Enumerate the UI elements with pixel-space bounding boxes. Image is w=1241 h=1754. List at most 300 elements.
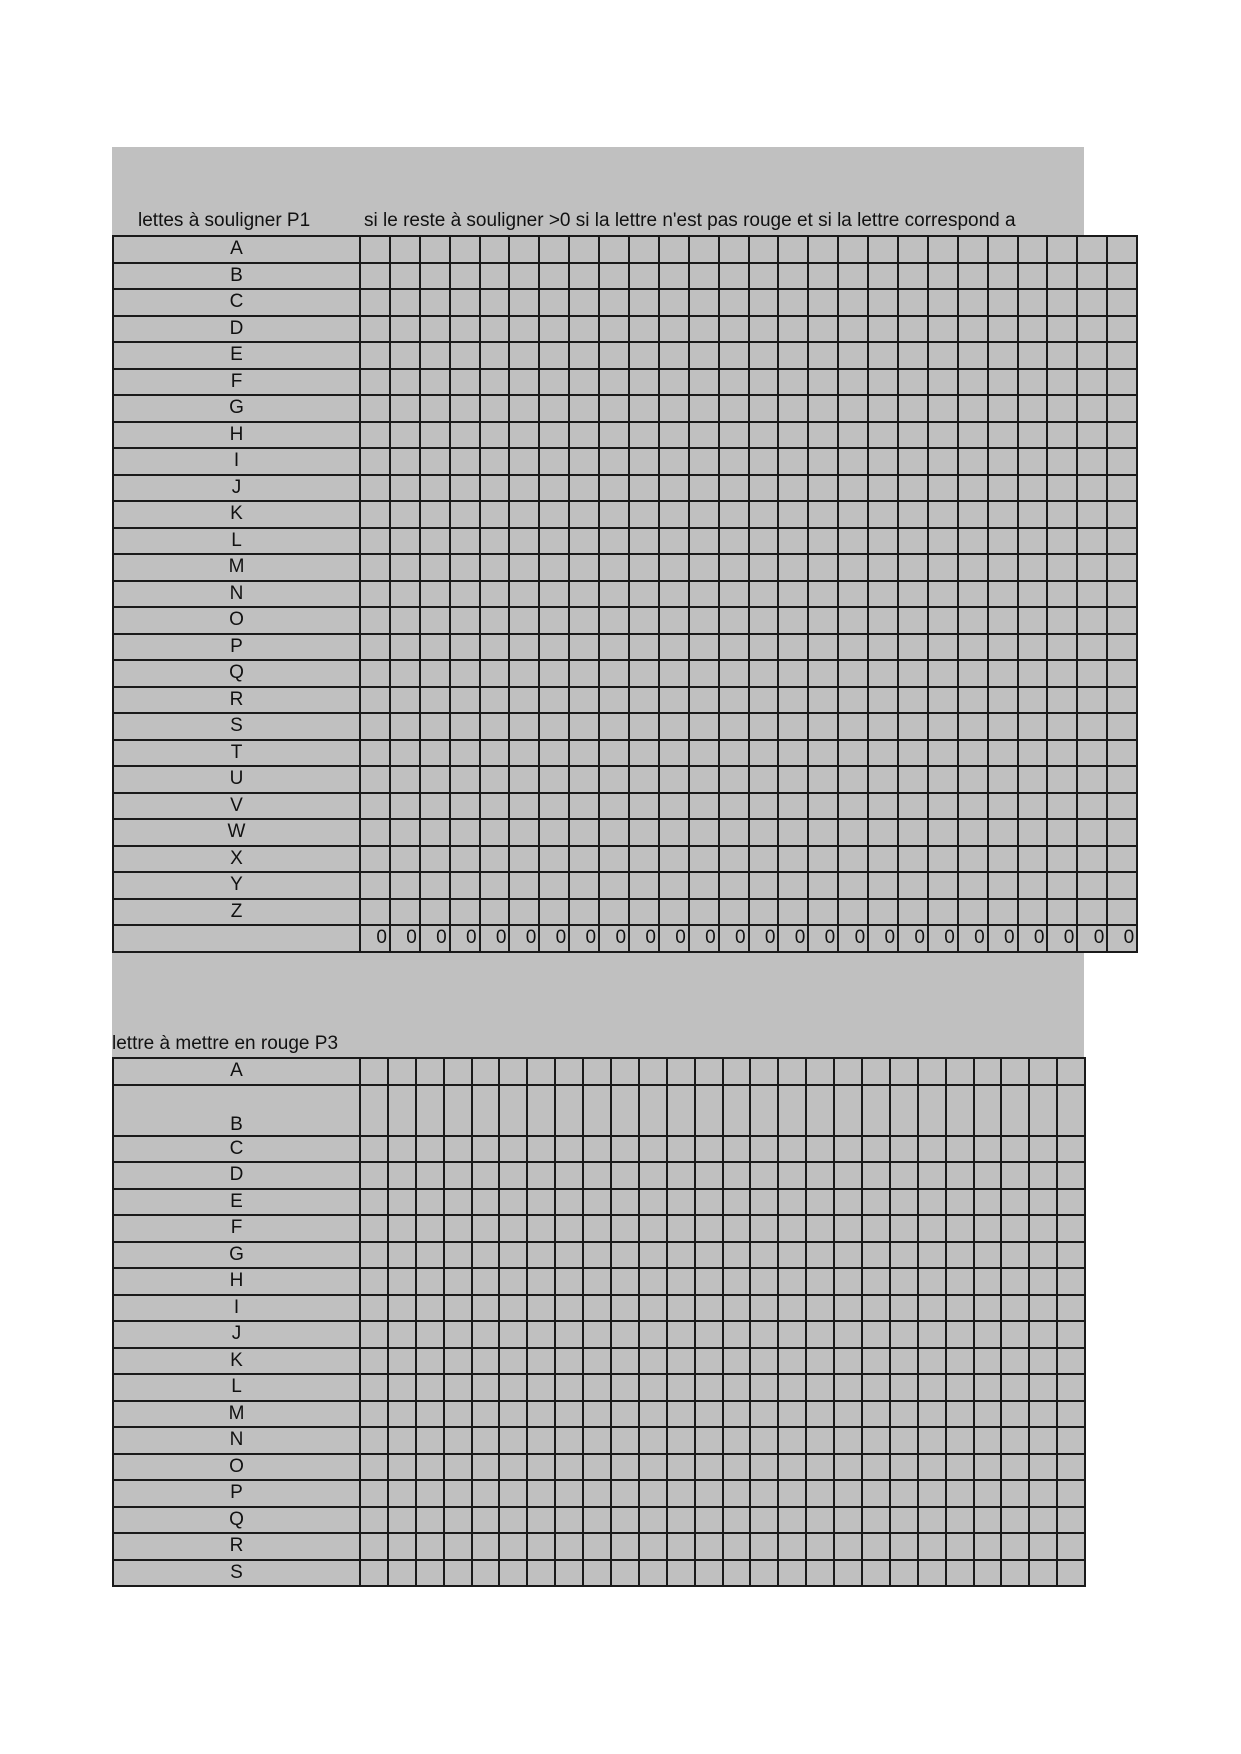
grid-cell[interactable] (420, 899, 450, 926)
grid-cell[interactable] (898, 289, 928, 316)
grid-cell[interactable] (928, 899, 958, 926)
grid-cell[interactable] (890, 1295, 918, 1322)
grid-cell[interactable] (890, 1533, 918, 1560)
grid-cell[interactable] (778, 501, 808, 528)
grid-cell[interactable] (480, 740, 510, 767)
grid-cell[interactable] (958, 501, 988, 528)
grid-cell[interactable] (958, 660, 988, 687)
grid-cell[interactable] (480, 581, 510, 608)
grid-cell[interactable] (420, 395, 450, 422)
grid-cell[interactable] (928, 581, 958, 608)
grid-cell[interactable] (778, 766, 808, 793)
grid-cell[interactable] (719, 713, 749, 740)
grid-cell[interactable] (527, 1242, 555, 1269)
grid-cell[interactable] (958, 740, 988, 767)
grid-cell[interactable] (1001, 1162, 1029, 1189)
grid-cell[interactable] (1018, 872, 1048, 899)
grid-cell[interactable] (778, 1321, 806, 1348)
grid-cell[interactable] (719, 475, 749, 502)
grid-cell[interactable] (1001, 1401, 1029, 1428)
grid-cell[interactable] (918, 1189, 946, 1216)
grid-cell[interactable] (390, 342, 420, 369)
grid-cell[interactable] (499, 1268, 527, 1295)
grid-cell[interactable] (450, 448, 480, 475)
grid-cell[interactable] (527, 1480, 555, 1507)
grid-cell[interactable] (450, 793, 480, 820)
grid-cell[interactable] (750, 1374, 778, 1401)
grid-cell[interactable] (988, 793, 1018, 820)
grid-cell[interactable] (689, 713, 719, 740)
grid-cell[interactable] (659, 501, 689, 528)
grid-cell[interactable] (695, 1560, 723, 1587)
grid-cell[interactable] (695, 1058, 723, 1085)
grid-cell[interactable] (555, 1348, 583, 1375)
grid-cell[interactable] (834, 1268, 862, 1295)
grid-cell[interactable] (583, 1427, 611, 1454)
grid-cell[interactable] (583, 1242, 611, 1269)
grid-cell[interactable] (629, 316, 659, 343)
grid-cell[interactable] (472, 1454, 500, 1481)
grid-cell[interactable] (659, 660, 689, 687)
grid-cell[interactable] (539, 395, 569, 422)
total-cell[interactable]: 0 (539, 925, 569, 952)
grid-cell[interactable] (555, 1189, 583, 1216)
grid-cell[interactable] (480, 687, 510, 714)
grid-cell[interactable] (360, 475, 390, 502)
grid-cell[interactable] (723, 1136, 751, 1163)
grid-cell[interactable] (420, 369, 450, 396)
grid-cell[interactable] (862, 1348, 890, 1375)
grid-cell[interactable] (750, 1268, 778, 1295)
grid-cell[interactable] (868, 342, 898, 369)
grid-cell[interactable] (539, 369, 569, 396)
total-cell[interactable]: 0 (480, 925, 510, 952)
grid-cell[interactable] (480, 766, 510, 793)
row-letter-cell[interactable]: C (113, 1136, 360, 1163)
grid-cell[interactable] (390, 554, 420, 581)
grid-cell[interactable] (1029, 1268, 1057, 1295)
grid-cell[interactable] (509, 846, 539, 873)
grid-cell[interactable] (1077, 554, 1107, 581)
grid-cell[interactable] (928, 607, 958, 634)
grid-cell[interactable] (695, 1454, 723, 1481)
grid-cell[interactable] (583, 1215, 611, 1242)
grid-cell[interactable] (918, 1321, 946, 1348)
grid-cell[interactable] (862, 1085, 890, 1136)
grid-cell[interactable] (862, 1215, 890, 1242)
grid-cell[interactable] (599, 846, 629, 873)
grid-cell[interactable] (599, 634, 629, 661)
grid-cell[interactable] (1047, 316, 1077, 343)
grid-cell[interactable] (778, 316, 808, 343)
row-letter-cell[interactable]: Y (113, 872, 360, 899)
grid-cell[interactable] (868, 554, 898, 581)
grid-cell[interactable] (360, 713, 390, 740)
grid-cell[interactable] (499, 1085, 527, 1136)
grid-cell[interactable] (390, 687, 420, 714)
grid-cell[interactable] (689, 369, 719, 396)
grid-cell[interactable] (695, 1242, 723, 1269)
grid-cell[interactable] (450, 766, 480, 793)
grid-cell[interactable] (1107, 634, 1137, 661)
grid-cell[interactable] (583, 1162, 611, 1189)
row-letter-cell[interactable]: R (113, 1533, 360, 1560)
grid-cell[interactable] (1001, 1454, 1029, 1481)
grid-cell[interactable] (918, 1058, 946, 1085)
total-cell[interactable]: 0 (659, 925, 689, 952)
grid-cell[interactable] (450, 342, 480, 369)
grid-cell[interactable] (898, 846, 928, 873)
grid-cell[interactable] (974, 1480, 1002, 1507)
grid-cell[interactable] (838, 263, 868, 290)
grid-cell[interactable] (629, 554, 659, 581)
grid-cell[interactable] (838, 289, 868, 316)
grid-cell[interactable] (723, 1085, 751, 1136)
grid-cell[interactable] (569, 395, 599, 422)
grid-cell[interactable] (689, 660, 719, 687)
grid-cell[interactable] (898, 475, 928, 502)
grid-cell[interactable] (778, 1136, 806, 1163)
grid-cell[interactable] (958, 899, 988, 926)
grid-cell[interactable] (868, 846, 898, 873)
grid-cell[interactable] (509, 236, 539, 263)
grid-cell[interactable] (390, 263, 420, 290)
grid-cell[interactable] (629, 793, 659, 820)
grid-cell[interactable] (958, 687, 988, 714)
grid-cell[interactable] (834, 1058, 862, 1085)
grid-cell[interactable] (862, 1560, 890, 1587)
grid-cell[interactable] (1047, 475, 1077, 502)
grid-cell[interactable] (569, 740, 599, 767)
grid-cell[interactable] (390, 395, 420, 422)
grid-cell[interactable] (1018, 422, 1048, 449)
grid-cell[interactable] (611, 1189, 639, 1216)
grid-cell[interactable] (1047, 448, 1077, 475)
row-letter-cell[interactable]: D (113, 316, 360, 343)
grid-cell[interactable] (509, 660, 539, 687)
grid-cell[interactable] (723, 1348, 751, 1375)
grid-cell[interactable] (719, 793, 749, 820)
grid-cell[interactable] (862, 1480, 890, 1507)
grid-cell[interactable] (480, 660, 510, 687)
grid-cell[interactable] (639, 1321, 667, 1348)
grid-cell[interactable] (695, 1427, 723, 1454)
grid-cell[interactable] (1077, 475, 1107, 502)
grid-cell[interactable] (420, 501, 450, 528)
grid-cell[interactable] (629, 660, 659, 687)
grid-cell[interactable] (629, 395, 659, 422)
grid-cell[interactable] (778, 713, 808, 740)
grid-cell[interactable] (898, 687, 928, 714)
grid-cell[interactable] (868, 316, 898, 343)
grid-cell[interactable] (778, 1295, 806, 1322)
grid-cell[interactable] (898, 581, 928, 608)
grid-cell[interactable] (639, 1507, 667, 1534)
grid-cell[interactable] (444, 1162, 472, 1189)
grid-cell[interactable] (862, 1268, 890, 1295)
grid-cell[interactable] (806, 1348, 834, 1375)
row-letter-cell[interactable]: E (113, 1189, 360, 1216)
grid-cell[interactable] (749, 289, 779, 316)
grid-cell[interactable] (778, 1058, 806, 1085)
grid-cell[interactable] (723, 1401, 751, 1428)
grid-cell[interactable] (599, 819, 629, 846)
grid-cell[interactable] (695, 1136, 723, 1163)
grid-cell[interactable] (659, 475, 689, 502)
grid-cell[interactable] (509, 793, 539, 820)
grid-cell[interactable] (749, 740, 779, 767)
grid-cell[interactable] (723, 1321, 751, 1348)
grid-cell[interactable] (946, 1533, 974, 1560)
grid-cell[interactable] (1001, 1085, 1029, 1136)
grid-cell[interactable] (750, 1427, 778, 1454)
grid-cell[interactable] (539, 263, 569, 290)
grid-cell[interactable] (539, 872, 569, 899)
total-cell[interactable]: 0 (808, 925, 838, 952)
grid-cell[interactable] (1107, 236, 1137, 263)
grid-cell[interactable] (806, 1533, 834, 1560)
grid-cell[interactable] (388, 1321, 416, 1348)
grid-cell[interactable] (918, 1215, 946, 1242)
grid-cell[interactable] (583, 1085, 611, 1136)
grid-cell[interactable] (946, 1215, 974, 1242)
grid-cell[interactable] (599, 687, 629, 714)
grid-cell[interactable] (416, 1085, 444, 1136)
grid-cell[interactable] (450, 846, 480, 873)
grid-cell[interactable] (862, 1189, 890, 1216)
grid-cell[interactable] (928, 819, 958, 846)
grid-cell[interactable] (509, 872, 539, 899)
grid-cell[interactable] (1057, 1480, 1085, 1507)
grid-cell[interactable] (1018, 554, 1048, 581)
grid-cell[interactable] (778, 1215, 806, 1242)
grid-cell[interactable] (898, 713, 928, 740)
grid-cell[interactable] (360, 1136, 388, 1163)
grid-cell[interactable] (360, 766, 390, 793)
grid-cell[interactable] (958, 316, 988, 343)
grid-cell[interactable] (499, 1321, 527, 1348)
grid-cell[interactable] (808, 660, 838, 687)
total-cell[interactable]: 0 (898, 925, 928, 952)
grid-cell[interactable] (778, 1085, 806, 1136)
grid-cell[interactable] (509, 422, 539, 449)
grid-cell[interactable] (472, 1189, 500, 1216)
grid-cell[interactable] (569, 316, 599, 343)
grid-cell[interactable] (444, 1454, 472, 1481)
grid-cell[interactable] (480, 607, 510, 634)
grid-cell[interactable] (778, 872, 808, 899)
grid-cell[interactable] (659, 369, 689, 396)
grid-cell[interactable] (719, 369, 749, 396)
row-letter-cell[interactable]: N (113, 581, 360, 608)
grid-cell[interactable] (1057, 1295, 1085, 1322)
grid-cell[interactable] (808, 607, 838, 634)
grid-cell[interactable] (958, 448, 988, 475)
grid-cell[interactable] (472, 1085, 500, 1136)
grid-cell[interactable] (509, 607, 539, 634)
grid-cell[interactable] (555, 1058, 583, 1085)
grid-cell[interactable] (527, 1560, 555, 1587)
grid-cell[interactable] (667, 1268, 695, 1295)
grid-cell[interactable] (1077, 581, 1107, 608)
grid-cell[interactable] (390, 766, 420, 793)
grid-cell[interactable] (695, 1295, 723, 1322)
grid-cell[interactable] (569, 236, 599, 263)
grid-cell[interactable] (1018, 581, 1048, 608)
grid-cell[interactable] (420, 872, 450, 899)
grid-cell[interactable] (689, 766, 719, 793)
grid-cell[interactable] (569, 766, 599, 793)
grid-cell[interactable] (1057, 1533, 1085, 1560)
grid-cell[interactable] (918, 1560, 946, 1587)
grid-cell[interactable] (808, 475, 838, 502)
grid-cell[interactable] (778, 846, 808, 873)
total-cell[interactable]: 0 (1018, 925, 1048, 952)
grid-cell[interactable] (360, 1215, 388, 1242)
grid-cell[interactable] (360, 528, 390, 555)
grid-cell[interactable] (719, 316, 749, 343)
grid-cell[interactable] (667, 1533, 695, 1560)
grid-cell[interactable] (958, 713, 988, 740)
grid-cell[interactable] (629, 634, 659, 661)
grid-cell[interactable] (360, 369, 390, 396)
grid-cell[interactable] (1047, 687, 1077, 714)
grid-cell[interactable] (360, 1295, 388, 1322)
grid-cell[interactable] (360, 1348, 388, 1375)
grid-cell[interactable] (416, 1136, 444, 1163)
grid-cell[interactable] (868, 448, 898, 475)
row-letter-cell[interactable]: A (113, 236, 360, 263)
grid-cell[interactable] (1029, 1560, 1057, 1587)
grid-cell[interactable] (868, 740, 898, 767)
grid-cell[interactable] (667, 1085, 695, 1136)
grid-cell[interactable] (499, 1374, 527, 1401)
grid-cell[interactable] (890, 1480, 918, 1507)
grid-cell[interactable] (639, 1136, 667, 1163)
grid-cell[interactable] (416, 1321, 444, 1348)
grid-cell[interactable] (583, 1136, 611, 1163)
grid-cell[interactable] (988, 554, 1018, 581)
grid-cell[interactable] (1029, 1374, 1057, 1401)
grid-cell[interactable] (416, 1268, 444, 1295)
grid-cell[interactable] (1077, 607, 1107, 634)
grid-cell[interactable] (928, 369, 958, 396)
grid-cell[interactable] (555, 1533, 583, 1560)
grid-cell[interactable] (868, 819, 898, 846)
grid-cell[interactable] (808, 369, 838, 396)
grid-cell[interactable] (1018, 342, 1048, 369)
grid-cell[interactable] (1001, 1242, 1029, 1269)
grid-cell[interactable] (569, 342, 599, 369)
grid-cell[interactable] (689, 819, 719, 846)
grid-cell[interactable] (988, 740, 1018, 767)
grid-cell[interactable] (499, 1215, 527, 1242)
grid-cell[interactable] (723, 1215, 751, 1242)
grid-cell[interactable] (1107, 819, 1137, 846)
grid-cell[interactable] (472, 1533, 500, 1560)
grid-cell[interactable] (750, 1242, 778, 1269)
total-cell[interactable]: 0 (928, 925, 958, 952)
grid-cell[interactable] (898, 766, 928, 793)
grid-cell[interactable] (450, 819, 480, 846)
grid-cell[interactable] (806, 1085, 834, 1136)
grid-cell[interactable] (659, 899, 689, 926)
grid-cell[interactable] (555, 1560, 583, 1587)
grid-cell[interactable] (695, 1215, 723, 1242)
grid-cell[interactable] (360, 316, 390, 343)
grid-cell[interactable] (388, 1162, 416, 1189)
grid-cell[interactable] (918, 1162, 946, 1189)
grid-cell[interactable] (1047, 766, 1077, 793)
grid-cell[interactable] (1077, 872, 1107, 899)
grid-cell[interactable] (1001, 1215, 1029, 1242)
grid-cell[interactable] (689, 846, 719, 873)
grid-cell[interactable] (569, 793, 599, 820)
grid-cell[interactable] (834, 1454, 862, 1481)
grid-cell[interactable] (499, 1348, 527, 1375)
grid-cell[interactable] (390, 289, 420, 316)
row-letter-cell[interactable]: R (113, 687, 360, 714)
grid-cell[interactable] (599, 369, 629, 396)
grid-cell[interactable] (988, 422, 1018, 449)
grid-cell[interactable] (416, 1295, 444, 1322)
grid-cell[interactable] (388, 1533, 416, 1560)
grid-cell[interactable] (499, 1507, 527, 1534)
grid-cell[interactable] (868, 528, 898, 555)
grid-cell[interactable] (974, 1560, 1002, 1587)
grid-cell[interactable] (988, 369, 1018, 396)
grid-cell[interactable] (750, 1348, 778, 1375)
grid-cell[interactable] (1077, 899, 1107, 926)
grid-cell[interactable] (689, 634, 719, 661)
grid-cell[interactable] (958, 475, 988, 502)
grid-cell[interactable] (749, 528, 779, 555)
grid-cell[interactable] (667, 1348, 695, 1375)
grid-cell[interactable] (719, 872, 749, 899)
grid-cell[interactable] (611, 1533, 639, 1560)
grid-cell[interactable] (599, 872, 629, 899)
total-cell[interactable]: 0 (569, 925, 599, 952)
grid-cell[interactable] (555, 1085, 583, 1136)
grid-cell[interactable] (1018, 369, 1048, 396)
grid-cell[interactable] (450, 634, 480, 661)
grid-cell[interactable] (611, 1136, 639, 1163)
grid-cell[interactable] (450, 581, 480, 608)
grid-cell[interactable] (750, 1215, 778, 1242)
row-letter-cell[interactable]: I (113, 448, 360, 475)
row-letter-cell[interactable]: Q (113, 1507, 360, 1534)
row-letter-cell[interactable]: B (113, 263, 360, 290)
grid-cell[interactable] (1001, 1507, 1029, 1534)
grid-cell[interactable] (806, 1480, 834, 1507)
grid-cell[interactable] (1077, 448, 1107, 475)
grid-cell[interactable] (499, 1058, 527, 1085)
grid-cell[interactable] (539, 501, 569, 528)
grid-cell[interactable] (689, 793, 719, 820)
grid-cell[interactable] (868, 713, 898, 740)
grid-cell[interactable] (750, 1560, 778, 1587)
grid-cell[interactable] (890, 1374, 918, 1401)
grid-cell[interactable] (928, 395, 958, 422)
row-letter-cell[interactable]: C (113, 289, 360, 316)
grid-cell[interactable] (599, 236, 629, 263)
grid-cell[interactable] (778, 634, 808, 661)
grid-cell[interactable] (1029, 1480, 1057, 1507)
grid-cell[interactable] (1001, 1348, 1029, 1375)
grid-cell[interactable] (898, 554, 928, 581)
grid-cell[interactable] (583, 1295, 611, 1322)
grid-cell[interactable] (1047, 713, 1077, 740)
